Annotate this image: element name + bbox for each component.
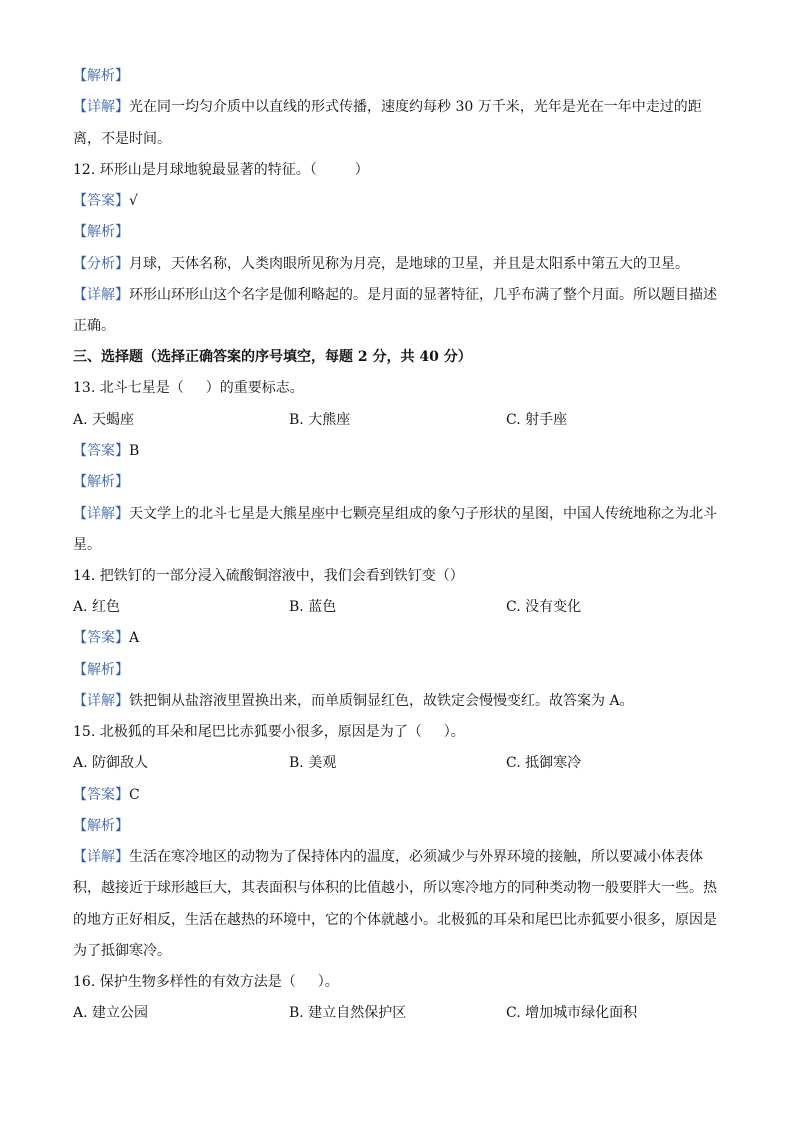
question-16: 16. 保护生物多样性的有效方法是（ ）。 — [73, 974, 339, 990]
detail-paragraph-cont: 积，越接近于球形越巨大，其表面积与体积的比值越小，所以寒冷地方的同种类动物一般要胖大一些。热 — [73, 880, 717, 896]
analysis-label: 【解析】 — [73, 662, 129, 678]
answer-15: 【答案】C — [73, 787, 140, 803]
detail-paragraph: 【详解】环形山环形山这个名字是伽利略起的。是月面的显著特征，几乎布满了整个月面。所以题目描述 — [73, 287, 717, 303]
detail-paragraph-cont: 正确。 — [73, 318, 115, 334]
detail-paragraph: 【详解】光在同一均匀介质中以直线的形式传播，速度约每秒 30 万千米，光年是光在一年中走过的距 — [73, 99, 702, 115]
option-a: A. 建立公园 — [73, 1005, 149, 1021]
question-13: 13. 北斗七星是（ ）的重要标志。 — [73, 380, 304, 396]
analysis-label: 【解析】 — [73, 818, 129, 834]
option-a: A. 红色 — [73, 599, 121, 615]
answer-13: 【答案】B — [73, 443, 140, 459]
detail-paragraph: 【详解】铁把铜从盐溶液里置换出来，而单质铜显红色，故铁定会慢慢变红。故答案为 A。 — [73, 693, 634, 709]
detail-paragraph: 【详解】生活在寒冷地区的动物为了保持体内的温度，必须减少与外界环境的接触，所以要减小体表体 — [73, 849, 703, 865]
detail-paragraph-cont: 为了抵御寒冷。 — [73, 943, 171, 959]
analysis-label: 【解析】 — [73, 474, 129, 490]
option-a: A. 天蝎座 — [73, 412, 135, 428]
analysis-paragraph: 【分析】月球，天体名称，人类肉眼所见称为月亮，是地球的卫星，并且是太阳系中第五大的卫星。 — [73, 256, 689, 272]
option-c: C. 射手座 — [506, 412, 568, 428]
section-heading: 三、选择题（选择正确答案的序号填空，每题 2 分，共 40 分） — [73, 349, 472, 365]
question-14: 14. 把铁钉的一部分浸入硫酸铜溶液中，我们会看到铁钉变（） — [73, 568, 464, 584]
question-12: 12. 环形山是月球地貌最显著的特征。（ ） — [73, 162, 369, 178]
analysis-label: 【解析】 — [73, 68, 129, 84]
option-c: C. 增加城市绿化面积 — [506, 1005, 638, 1021]
option-b: B. 建立自然保护区 — [289, 1005, 407, 1021]
answer-14: 【答案】A — [73, 630, 140, 646]
option-c: C. 没有变化 — [506, 599, 582, 615]
question-15: 15. 北极狐的耳朵和尾巴比赤狐要小很多，原因是为了（ ）。 — [73, 724, 465, 740]
detail-paragraph-cont: 的地方正好相反，生活在越热的环境中，它的个体就越小。北极狐的耳朵和尾巴比赤狐要小很多，原因是 — [73, 912, 717, 928]
answer-12: 【答案】√ — [73, 193, 138, 209]
option-c: C. 抵御寒冷 — [506, 755, 582, 771]
detail-paragraph: 【详解】天文学上的北斗七星是大熊星座中七颗亮星组成的象勺子形状的星图，中国人传统地称之为北斗 — [73, 506, 717, 522]
option-b: B. 美观 — [289, 755, 337, 771]
detail-paragraph-cont: 星。 — [73, 537, 101, 553]
detail-paragraph-cont: 离，不是时间。 — [73, 131, 171, 147]
option-a: A. 防御敌人 — [73, 755, 149, 771]
option-b: B. 大熊座 — [289, 412, 351, 428]
analysis-label: 【解析】 — [73, 224, 129, 240]
option-b: B. 蓝色 — [289, 599, 337, 615]
